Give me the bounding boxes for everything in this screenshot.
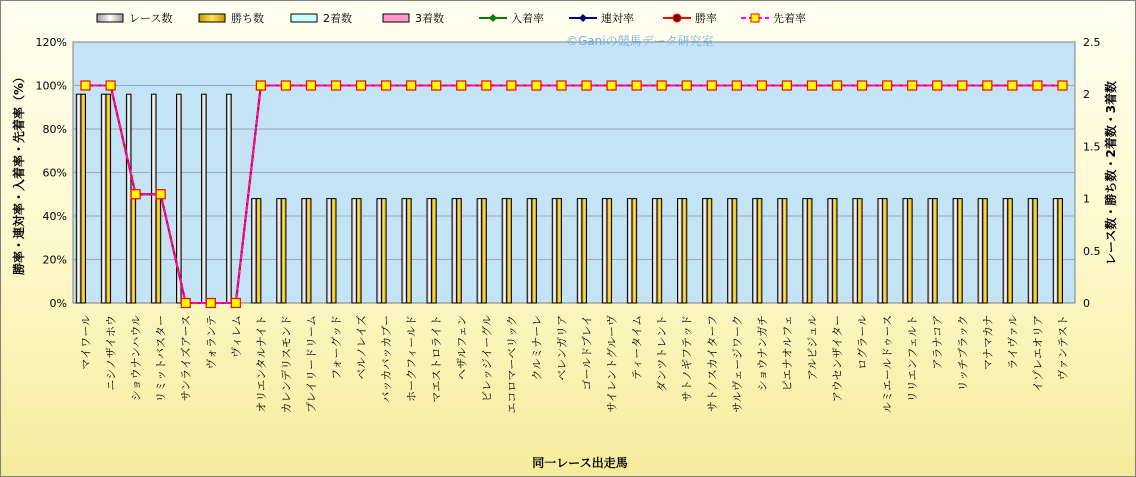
marker-先着率 bbox=[682, 81, 691, 90]
marker-先着率 bbox=[557, 81, 566, 90]
marker-先着率 bbox=[482, 81, 491, 90]
legend-item bbox=[479, 11, 544, 25]
y-right-tick-label: 0.5 bbox=[1083, 244, 1101, 258]
legend-swatch bbox=[291, 14, 317, 22]
bar-勝ち数 bbox=[857, 199, 862, 303]
legend-marker-diamond bbox=[579, 14, 587, 22]
legend-label: 入着率 bbox=[511, 12, 544, 25]
x-category-label: ヘザルフェン bbox=[455, 315, 469, 380]
bar-レース数 bbox=[928, 199, 933, 303]
x-category-label: マエストロライト bbox=[430, 314, 444, 403]
bar-勝ち数 bbox=[732, 199, 737, 303]
marker-先着率 bbox=[181, 299, 190, 308]
marker-先着率 bbox=[757, 81, 766, 90]
bar-勝ち数 bbox=[281, 199, 286, 303]
y-left-tick-label: 120% bbox=[35, 36, 67, 49]
x-category-label: ルミエールドゥース bbox=[881, 315, 895, 413]
bar-勝ち数 bbox=[457, 199, 462, 303]
marker-先着率 bbox=[657, 81, 666, 90]
x-axis-title: 同一レース出走馬 bbox=[532, 456, 628, 470]
bar-勝ち数 bbox=[883, 199, 888, 303]
marker-先着率 bbox=[407, 81, 416, 90]
x-category-label: ショウナンハウル bbox=[129, 315, 143, 402]
x-category-label: リリエンフェルト bbox=[906, 315, 920, 403]
legend-item bbox=[199, 11, 264, 25]
bar-レース数 bbox=[602, 199, 607, 303]
bar-レース数 bbox=[502, 199, 507, 303]
bar-勝ち数 bbox=[356, 199, 361, 303]
x-category-label: ホークフィールド bbox=[405, 315, 419, 402]
x-category-label: イゾレエオリア bbox=[1031, 315, 1045, 392]
bar-レース数 bbox=[678, 199, 683, 303]
bar-レース数 bbox=[978, 199, 983, 303]
marker-先着率 bbox=[632, 81, 641, 90]
legend-marker-circle bbox=[673, 14, 681, 22]
y-left-tick-label: 20% bbox=[42, 253, 67, 267]
x-category-label: フォーグッド bbox=[330, 315, 344, 380]
marker-先着率 bbox=[1058, 81, 1067, 90]
y-right-tick-label: 2.5 bbox=[1083, 36, 1101, 49]
marker-先着率 bbox=[933, 81, 942, 90]
bar-勝ち数 bbox=[482, 199, 487, 303]
bar-レース数 bbox=[577, 199, 582, 303]
bar-レース数 bbox=[352, 199, 357, 303]
x-category-label: サトノギフテッド bbox=[680, 315, 694, 402]
x-category-label: カレンデリスモンド bbox=[279, 315, 293, 414]
bar-レース数 bbox=[903, 199, 908, 303]
marker-先着率 bbox=[983, 81, 992, 90]
x-category-label: マナマカナ bbox=[981, 314, 995, 370]
bar-勝ち数 bbox=[1008, 199, 1013, 303]
x-category-label: ベルノレイズ bbox=[355, 315, 369, 380]
bar-勝ち数 bbox=[1058, 199, 1063, 303]
legend-label: 勝率 bbox=[695, 12, 717, 25]
bar-レース数 bbox=[202, 94, 207, 303]
marker-先着率 bbox=[256, 81, 265, 90]
bar-レース数 bbox=[778, 199, 783, 303]
bar-レース数 bbox=[477, 199, 482, 303]
bar-レース数 bbox=[402, 199, 407, 303]
bar-勝ち数 bbox=[81, 94, 86, 303]
marker-先着率 bbox=[883, 81, 892, 90]
legend-label: 連対率 bbox=[601, 12, 634, 25]
legend-marker-diamond bbox=[489, 14, 497, 22]
marker-先着率 bbox=[607, 81, 616, 90]
x-category-label: ベレンガリア bbox=[555, 315, 569, 381]
legend-label: レース数 bbox=[129, 12, 173, 25]
bar-勝ち数 bbox=[607, 199, 612, 303]
marker-先着率 bbox=[908, 81, 917, 90]
bar-勝ち数 bbox=[156, 199, 161, 303]
x-category-label: アラナコア bbox=[931, 315, 945, 370]
x-category-label: アウセンザイター bbox=[831, 315, 845, 403]
x-category-label: アルビジュル bbox=[805, 315, 819, 381]
bar-レース数 bbox=[302, 199, 307, 303]
y-left-tick-label: 40% bbox=[42, 210, 67, 223]
bar-レース数 bbox=[728, 199, 733, 303]
legend-item bbox=[569, 11, 634, 25]
bar-勝ち数 bbox=[382, 199, 387, 303]
x-category-label: バッカバッカブー bbox=[380, 315, 394, 403]
y-left-axis-title: 勝率・連対率・入着率・先着率（%） bbox=[12, 70, 26, 276]
legend-label: 先着率 bbox=[773, 12, 806, 25]
marker-先着率 bbox=[357, 81, 366, 90]
x-category-label: サイレントグルーヴ bbox=[605, 315, 619, 413]
bar-勝ち数 bbox=[832, 199, 837, 303]
bar-レース数 bbox=[703, 199, 708, 303]
x-category-label: マイワール bbox=[79, 315, 93, 370]
marker-先着率 bbox=[1008, 81, 1017, 90]
x-category-label: クルミナーレ bbox=[530, 315, 544, 381]
legend-item bbox=[291, 11, 352, 25]
legend-marker-square bbox=[751, 14, 759, 22]
bar-勝ち数 bbox=[582, 199, 587, 303]
bar-勝ち数 bbox=[908, 199, 913, 303]
bar-勝ち数 bbox=[131, 199, 136, 303]
bar-レース数 bbox=[1053, 199, 1058, 303]
bar-勝ち数 bbox=[106, 94, 111, 303]
bar-レース数 bbox=[878, 199, 883, 303]
bar-勝ち数 bbox=[507, 199, 512, 303]
x-category-label: オリエンタルナイト bbox=[254, 315, 268, 413]
x-category-label: ゴールドブレイ bbox=[580, 315, 594, 391]
bar-レース数 bbox=[953, 199, 958, 303]
x-category-label: サトノスカイターフ bbox=[705, 315, 719, 413]
bar-勝ち数 bbox=[807, 199, 812, 303]
watermark-text: ©Ganiの競馬データ研究室 bbox=[566, 34, 714, 48]
marker-先着率 bbox=[131, 190, 140, 199]
marker-先着率 bbox=[858, 81, 867, 90]
legend-item bbox=[663, 11, 717, 25]
y-left-tick-label: 80% bbox=[42, 123, 67, 136]
legend-label: 勝ち数 bbox=[231, 12, 264, 25]
y-right-tick-label: 1.5 bbox=[1083, 140, 1101, 154]
x-category-label: ログラール bbox=[856, 315, 870, 370]
bar-勝ち数 bbox=[933, 199, 938, 303]
legend-label: 3着数 bbox=[415, 12, 444, 25]
bar-勝ち数 bbox=[331, 199, 336, 303]
chart-svg bbox=[1, 1, 1135, 476]
x-category-label: ショウナンガチ bbox=[755, 315, 769, 392]
bar-勝ち数 bbox=[532, 199, 537, 303]
marker-先着率 bbox=[332, 81, 341, 90]
bar-レース数 bbox=[151, 94, 156, 303]
y-left-tick-label: 0% bbox=[49, 297, 67, 310]
legend-item bbox=[97, 11, 172, 25]
marker-先着率 bbox=[782, 81, 791, 90]
bar-レース数 bbox=[753, 199, 758, 303]
x-category-label: リッチブラック bbox=[956, 315, 970, 392]
x-category-label: ヴィレム bbox=[229, 315, 243, 358]
bar-レース数 bbox=[853, 199, 858, 303]
x-category-label: ニシノザイホウ bbox=[104, 315, 118, 391]
marker-先着率 bbox=[206, 299, 215, 308]
bar-レース数 bbox=[452, 199, 457, 303]
bar-勝ち数 bbox=[306, 199, 311, 303]
x-category-label: ビレッジイーグル bbox=[480, 315, 494, 403]
marker-先着率 bbox=[231, 299, 240, 308]
x-category-label: エコロマーベリック bbox=[505, 315, 519, 414]
marker-先着率 bbox=[281, 81, 290, 90]
bar-勝ち数 bbox=[632, 199, 637, 303]
legend-swatch bbox=[383, 14, 409, 22]
bar-レース数 bbox=[377, 199, 382, 303]
marker-先着率 bbox=[807, 81, 816, 90]
bar-レース数 bbox=[76, 94, 81, 303]
marker-先着率 bbox=[582, 81, 591, 90]
bar-レース数 bbox=[126, 94, 131, 303]
x-category-label: ライヴァル bbox=[1006, 315, 1020, 370]
marker-先着率 bbox=[432, 81, 441, 90]
x-category-label: ティータイム bbox=[630, 315, 644, 380]
legend-item bbox=[383, 11, 444, 25]
bar-勝ち数 bbox=[657, 199, 662, 303]
x-category-label: サルヴェージワーク bbox=[730, 315, 744, 413]
bar-レース数 bbox=[227, 94, 232, 303]
bar-勝ち数 bbox=[757, 199, 762, 303]
bar-レース数 bbox=[427, 199, 432, 303]
legend-swatch bbox=[199, 14, 225, 22]
bar-レース数 bbox=[252, 199, 257, 303]
y-left-tick-label: 60% bbox=[42, 166, 67, 180]
bar-レース数 bbox=[527, 199, 532, 303]
legend-swatch bbox=[97, 14, 123, 22]
bar-レース数 bbox=[803, 199, 808, 303]
bar-レース数 bbox=[327, 199, 332, 303]
bar-勝ち数 bbox=[782, 199, 787, 303]
x-category-label: ヴァンテスト bbox=[1056, 315, 1070, 381]
x-category-label: プレイリードリーム bbox=[304, 315, 318, 414]
bar-勝ち数 bbox=[958, 199, 963, 303]
legend-label: 2着数 bbox=[323, 12, 352, 25]
marker-先着率 bbox=[958, 81, 967, 90]
bar-レース数 bbox=[627, 199, 632, 303]
bar-勝ち数 bbox=[983, 199, 988, 303]
y-right-tick-label: 0 bbox=[1083, 297, 1090, 310]
marker-先着率 bbox=[707, 81, 716, 90]
bar-勝ち数 bbox=[557, 199, 562, 303]
bar-勝ち数 bbox=[1033, 199, 1038, 303]
bar-レース数 bbox=[277, 199, 282, 303]
bar-勝ち数 bbox=[682, 199, 687, 303]
bar-勝ち数 bbox=[432, 199, 437, 303]
x-category-label: ダンツトレント bbox=[655, 315, 669, 392]
marker-先着率 bbox=[833, 81, 842, 90]
legend-item bbox=[741, 11, 806, 25]
bar-勝ち数 bbox=[707, 199, 712, 303]
marker-先着率 bbox=[532, 81, 541, 90]
bar-レース数 bbox=[552, 199, 557, 303]
bar-勝ち数 bbox=[256, 199, 261, 303]
y-right-tick-label: 2 bbox=[1083, 88, 1090, 102]
marker-先着率 bbox=[81, 81, 90, 90]
bar-勝ち数 bbox=[407, 199, 412, 303]
x-category-label: サンライズアース bbox=[179, 315, 193, 402]
x-category-label: ピエナオルフェ bbox=[780, 315, 794, 392]
bar-レース数 bbox=[828, 199, 833, 303]
marker-先着率 bbox=[732, 81, 741, 90]
bar-レース数 bbox=[101, 94, 106, 303]
marker-先着率 bbox=[382, 81, 391, 90]
x-category-label: リミットバスター bbox=[154, 315, 168, 403]
y-right-tick-label: 1 bbox=[1083, 192, 1090, 206]
marker-先着率 bbox=[507, 81, 516, 90]
bar-レース数 bbox=[1028, 199, 1033, 303]
marker-先着率 bbox=[306, 81, 315, 90]
bar-レース数 bbox=[1003, 199, 1008, 303]
marker-先着率 bbox=[156, 190, 165, 199]
y-right-axis-title: レース数・勝ち数・2着数・3着数 bbox=[1104, 80, 1118, 266]
marker-先着率 bbox=[457, 81, 466, 90]
marker-先着率 bbox=[106, 81, 115, 90]
x-category-label: ヴォランテ bbox=[204, 315, 218, 370]
bar-レース数 bbox=[652, 199, 657, 303]
marker-先着率 bbox=[1033, 81, 1042, 90]
y-left-tick-label: 100% bbox=[35, 79, 67, 93]
